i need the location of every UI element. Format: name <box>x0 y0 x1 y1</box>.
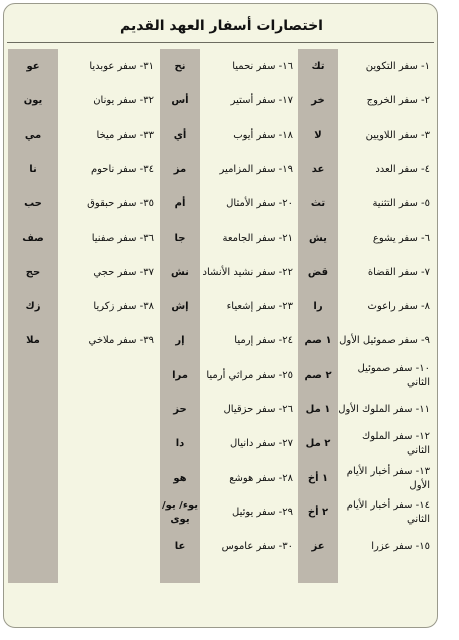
book-name: ٧- سفر القضاة <box>367 266 430 278</box>
book-abbreviation: حز <box>173 404 187 415</box>
book-name: ١٦- سفر نحميا <box>232 61 293 72</box>
book-abbreviation: عز <box>311 541 325 553</box>
book-abbreviation: ٢ صم <box>304 369 332 381</box>
book-abbreviation: ٢ مل <box>305 438 331 450</box>
book-abbreviation: لا <box>314 129 322 141</box>
book-abbreviation: دا <box>175 438 185 450</box>
book-name: ٢٨- سفر هوشع <box>229 472 293 484</box>
book-abbreviation: خر <box>311 95 325 107</box>
book-name: ٦- سفر يشوع <box>372 232 430 244</box>
book-abbreviation: إش <box>171 301 189 313</box>
book-name: ١٢- سفر الملوك الثاني <box>362 431 430 457</box>
book-name: ١١- سفر الملوك الأول <box>338 404 430 415</box>
book-name: ٩- سفر صموئيل الأول <box>339 335 430 347</box>
book-name: ٣٨- سفر زكريا <box>93 301 154 313</box>
book-abbreviation: هو <box>173 472 187 484</box>
book-name: ٣٤- سفر ناحوم <box>90 163 154 175</box>
book-name: ٢٣- سفر إشعياء <box>226 301 293 313</box>
book-name: ٢٥- سفر مراثي أرميا <box>206 369 293 381</box>
book-name: ٢- سفر الخروج <box>366 95 430 107</box>
book-abbreviation: يش <box>309 232 327 244</box>
book-name: ٣- سفر اللاويين <box>365 129 430 141</box>
book-abbreviation: عد <box>311 163 325 175</box>
book-abbreviation: أي <box>173 129 187 141</box>
book-name: ١٧- سفر أستير <box>230 95 293 107</box>
book-name: ٢٤- سفر إرميا <box>234 335 293 347</box>
book-abbreviation: عا <box>174 541 186 553</box>
book-abbreviation: مي <box>24 129 42 141</box>
book-name: ١٨- سفر أيوب <box>233 129 293 141</box>
book-abbreviation: حب <box>24 198 42 210</box>
book-abbreviation: نش <box>171 266 189 278</box>
book-name: ١٤- سفر أخبار الأيام الثاني <box>346 499 430 525</box>
book-abbreviation: ٢ أخ <box>307 506 329 518</box>
book-name: ٢١- سفر الجامعة <box>222 232 293 244</box>
book-name: ٣٦- سفر صفنيا <box>91 232 154 244</box>
book-name: ٣٥- سفر حبقوق <box>87 198 154 210</box>
book-name: ٣١- سفر عوبديا <box>89 61 154 72</box>
book-name: ٥- سفر التثنية <box>372 198 430 210</box>
book-name: ١٩- سفر المزامير <box>219 163 293 175</box>
book-abbreviation: صف <box>22 232 44 244</box>
book-name: ٢٧- سفر دانيال <box>229 438 293 450</box>
book-abbreviation: زك <box>25 301 41 313</box>
page-title: اختصارات أسفار العهد القديم <box>120 18 323 34</box>
book-name: ١٠- سفر صموئيل الثاني <box>357 362 430 388</box>
book-abbreviation: را <box>313 301 323 313</box>
book-name: ٢٩- سفر يوئيل <box>232 506 293 518</box>
book-name: ٣٩- سفر ملاخي <box>88 335 154 347</box>
title-divider <box>7 42 434 43</box>
book-abbreviation: تث <box>310 198 326 210</box>
book-name: ٤- سفر العدد <box>375 163 430 175</box>
book-name: ٣٢- سفر يونان <box>93 95 154 107</box>
book-abbreviation: نح <box>174 61 186 72</box>
abbreviations-card <box>3 3 438 628</box>
book-name: ٨- سفر راعوث <box>367 301 430 313</box>
book-name: ٢٠- سفر الأمثال <box>226 198 293 210</box>
book-abbreviation: ١ أخ <box>307 472 329 484</box>
book-abbreviation: نا <box>29 163 37 175</box>
book-name: ٢٦- سفر حزقيال <box>223 404 293 415</box>
book-abbreviation: تك <box>311 61 325 72</box>
book-abbreviation: يون <box>23 95 43 107</box>
book-abbreviation: قض <box>307 266 329 278</box>
book-abbreviation: إر <box>175 335 185 347</box>
book-name: ١٥- سفر عزرا <box>371 541 430 553</box>
book-name: ١٣- سفر أخبار الأيام الأول <box>346 465 430 491</box>
book-name: ٣٣- سفر ميخا <box>96 129 154 141</box>
book-abbreviation: حج <box>25 266 41 278</box>
book-abbreviation: يوء/ يو/ يوى <box>162 499 198 525</box>
book-abbreviation: جا <box>174 232 186 244</box>
book-abbreviation: أم <box>174 198 186 210</box>
book-abbreviation: أس <box>171 95 189 107</box>
book-abbreviation: ملا <box>26 335 40 347</box>
book-abbreviation: عو <box>26 61 40 72</box>
book-abbreviation: مز <box>173 163 187 175</box>
book-name: ٣٧- سفر حجي <box>93 266 154 278</box>
book-name: ٣٠- سفر عاموس <box>221 541 293 553</box>
book-abbreviation: ١ مل <box>305 404 331 415</box>
book-abbreviation: ١ صم <box>304 335 332 347</box>
book-name: ٢٢- سفر نشيد الأنشاد <box>202 266 293 278</box>
book-abbreviation: مرا <box>172 369 188 381</box>
book-name: ١- سفر التكوين <box>365 61 430 72</box>
